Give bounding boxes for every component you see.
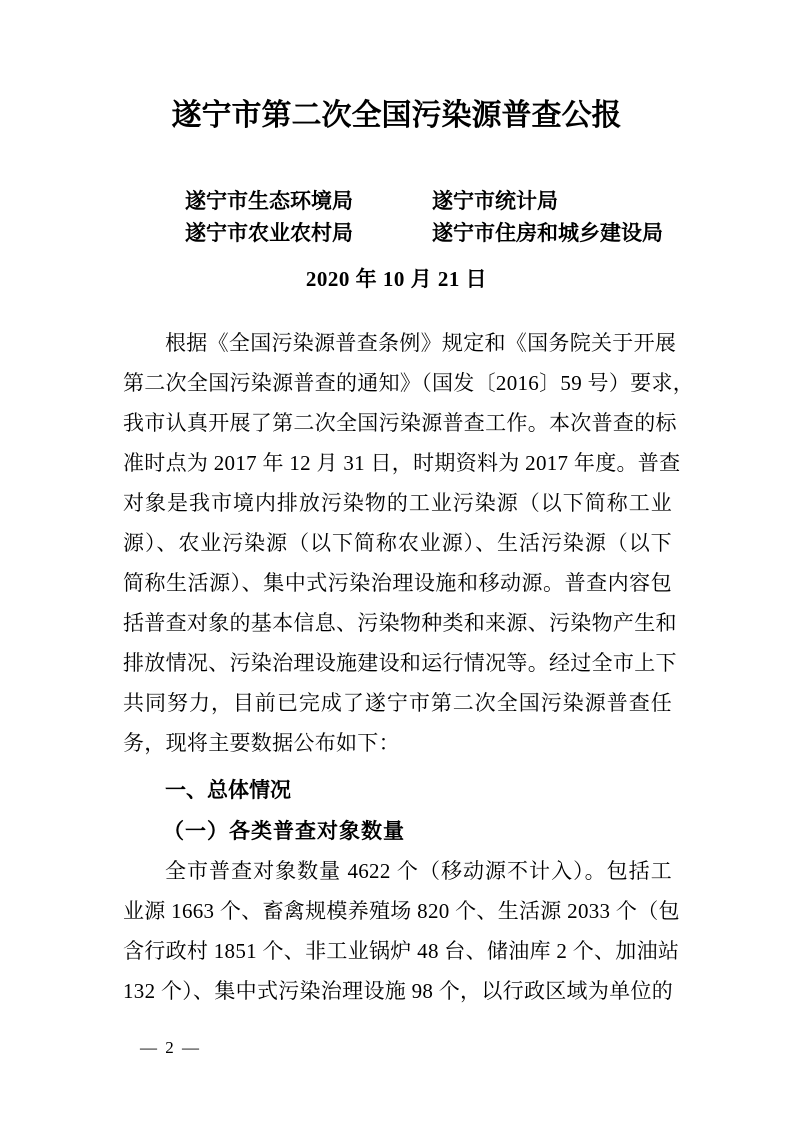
body-line: 源）、农业污染源（以下简称农业源）、生活污染源（以下	[123, 531, 672, 555]
body-line: 务，现将主要数据公布如下：	[123, 731, 400, 755]
subsection-heading: （一）各类普查对象数量	[163, 819, 405, 843]
body-line: 全市普查对象数量 4622 个（移动源不计入）。包括工	[165, 859, 672, 883]
agency-name: 遂宁市生态环境局	[185, 189, 353, 213]
body-line: 对象是我市境内排放污染物的工业污染源（以下简称工业	[123, 491, 672, 515]
body-line: 准时点为 2017 年 12 月 31 日，时期资料为 2017 年度。普查	[123, 451, 681, 475]
agency-name: 遂宁市农业农村局	[185, 221, 353, 245]
body-line: 简称生活源）、集中式污染治理设施和移动源。普查内容包	[123, 571, 672, 595]
body-line: 根据《全国污染源普查条例》规定和《国务院关于开展	[165, 331, 677, 355]
issuing-agencies	[185, 185, 663, 249]
body-line: 共同努力，目前已完成了遂宁市第二次全国污染源普查任	[123, 691, 672, 715]
body-line: 括普查对象的基本信息、污染物种类和来源、污染物产生和	[123, 611, 677, 635]
body-line: 我市认真开展了第二次全国污染源普查工作。本次普查的标	[123, 411, 677, 435]
section-heading: 一、总体情况	[165, 779, 291, 802]
publication-date: 2020 年 10 月 21 日	[305, 267, 488, 291]
document-body	[123, 323, 695, 1011]
agency-name: 遂宁市住房和城乡建设局	[432, 221, 663, 245]
document-title: 遂宁市第二次全国污染源普查公报	[171, 99, 622, 132]
body-line: 业源 1663 个、畜禽规模养殖场 820 个、生活源 2033 个（包	[123, 899, 680, 923]
page-number: — 2 —	[140, 1038, 201, 1057]
agency-name: 遂宁市统计局	[432, 189, 558, 213]
body-line: 排放情况、污染治理设施建设和运行情况等。经过全市上下	[123, 651, 677, 675]
body-line: 132 个）、集中式污染治理设施 98 个，以行政区域为单位的	[123, 979, 674, 1003]
body-line: 含行政村 1851 个、非工业锅炉 48 台、储油库 2 个、加油站	[123, 939, 680, 963]
body-line: 第二次全国污染源普查的通知》（国发〔2016〕59 号）要求，	[123, 371, 695, 395]
